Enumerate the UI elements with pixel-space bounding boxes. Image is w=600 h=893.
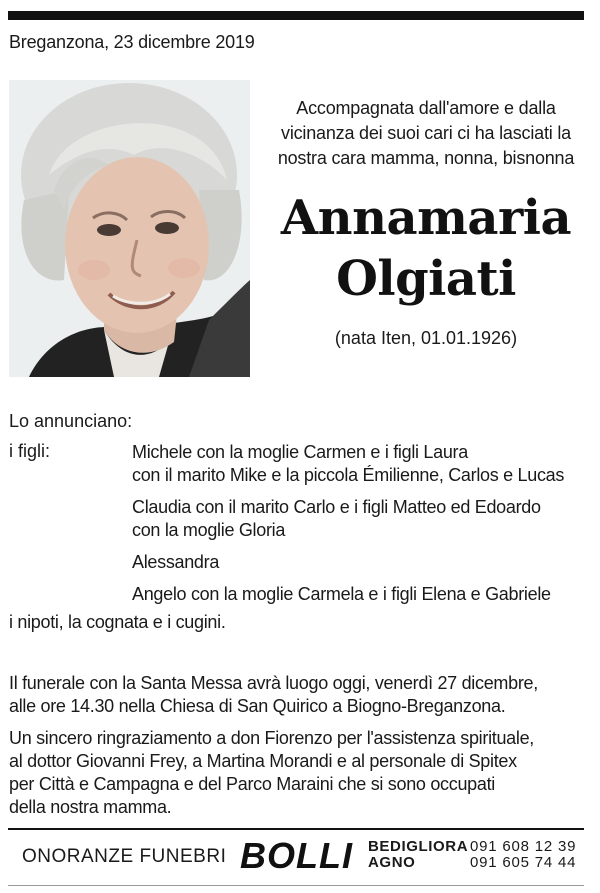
children-list (132, 441, 592, 615)
footer-rule (8, 828, 584, 830)
child-line: con la moglie Gloria (132, 520, 286, 540)
funeral-line: alle ore 14.30 nella Chiesa di San Quirico a Biogno-Breganzona. (9, 696, 506, 716)
children-label: i figli: (9, 441, 51, 461)
top-rule (8, 11, 584, 20)
first-name: Annamaria (280, 190, 572, 246)
last-name: Olgiati (336, 251, 516, 307)
child-line: con il marito Mike e la piccola Émilienne, Carlos e Lucas (132, 465, 565, 485)
child-entry (132, 441, 592, 487)
child-line: Michele con la moglie Carmen e i figli Laura (132, 442, 468, 462)
announcers-label: Lo annunciano: (9, 411, 133, 431)
service-label: ONORANZE FUNEBRI (22, 846, 227, 867)
intro-line: Accompagnata dall'amore e dalla (296, 98, 556, 118)
brand-name: BOLLI (240, 835, 353, 876)
intro-line: vicinanza dei suoi cari ci ha lasciati la (281, 123, 571, 143)
location-town: AGNO (368, 854, 416, 871)
child-line: Claudia con il marito Carlo e i figli Matteo ed Edoardo (132, 497, 541, 517)
thanks-text (9, 727, 593, 819)
location-phone: 091 605 74 44 (470, 854, 577, 871)
child-entry (132, 496, 592, 542)
funeral-info (9, 672, 593, 718)
funeral-line: Il funerale con la Santa Messa avrà luogo oggi, venerdì 27 dicembre, (9, 673, 538, 693)
bottom-rule (8, 885, 584, 886)
thanks-line: della nostra mamma. (9, 797, 172, 817)
other-relatives: i nipoti, la cognata e i cugini. (9, 612, 226, 632)
thanks-line: al dottor Giovanni Frey, a Martina Morandi e al personale di Spitex (9, 751, 517, 771)
place-date: Breganzona, 23 dicembre 2019 (9, 32, 255, 52)
thanks-line: per Città e Campagna e del Parco Maraini che si sono occupati (9, 774, 495, 794)
thanks-line: Un sincero ringraziamento a don Fiorenzo per l'assistenza spirituale, (9, 728, 535, 748)
child-entry (132, 551, 592, 574)
child-line: Alessandra (132, 552, 220, 572)
birth-info: (nata Iten, 01.01.1926) (334, 328, 518, 348)
location-phone: 091 608 12 39 (470, 838, 577, 855)
deceased-name (258, 188, 594, 310)
intro-line: nostra cara mamma, nonna, bisnonna (277, 148, 575, 168)
location-town: BEDIGLIORA (368, 838, 469, 855)
intro-text (258, 96, 594, 171)
child-line: Angelo con la moglie Carmela e i figli Elena e Gabriele (132, 584, 551, 604)
portrait-photo (9, 80, 250, 377)
child-entry (132, 583, 592, 606)
